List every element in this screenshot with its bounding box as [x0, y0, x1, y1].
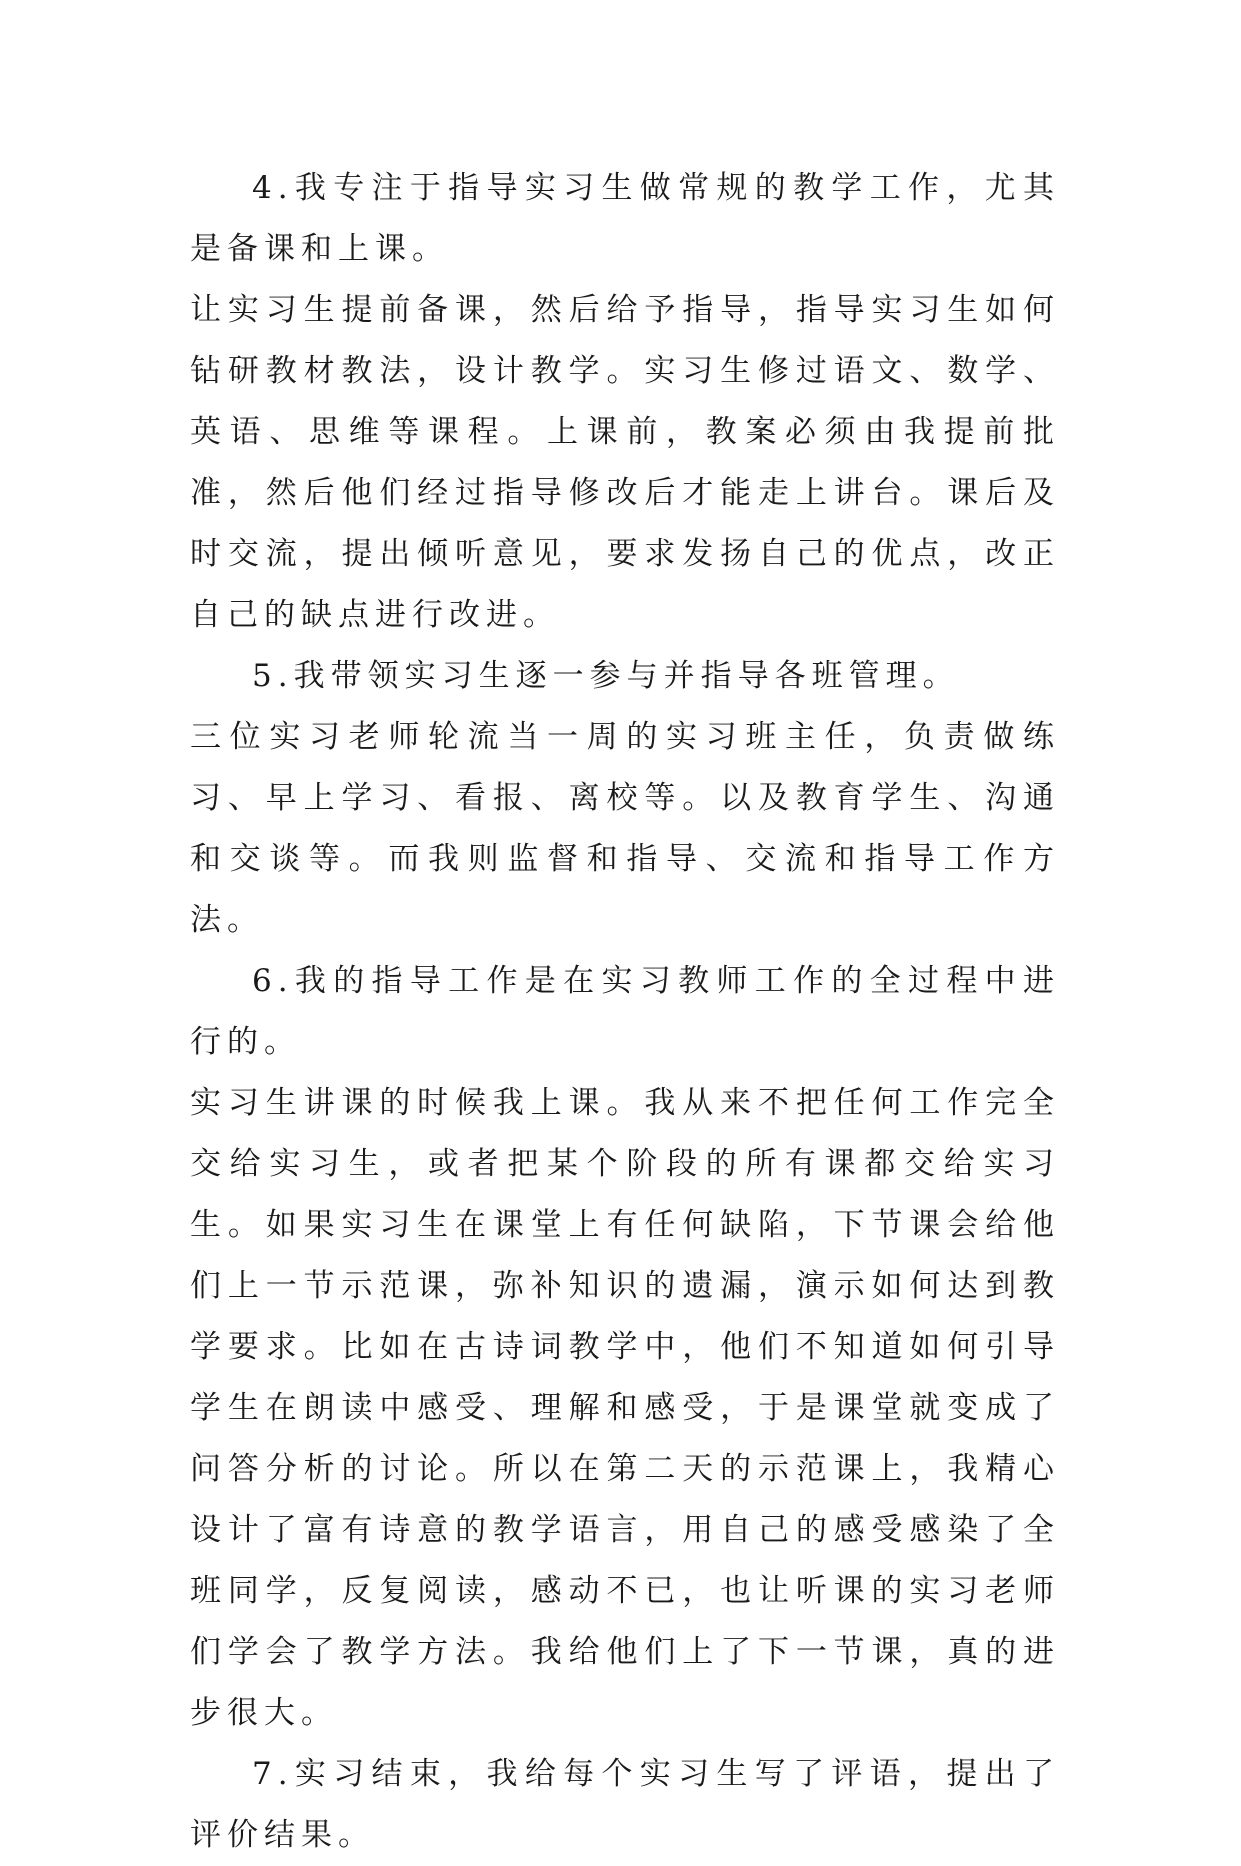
paragraph-item-5-heading: 5.我带领实习生逐一参与并指导各班管理。: [252, 658, 960, 694]
paragraph-item-7-heading: 7.实习结束，我给每个实习生写了评语，提出了评价结果。: [190, 1756, 1060, 1853]
paragraph-item-6-heading: 6.我的指导工作是在实习教师工作的全过程中进行的。: [190, 963, 1060, 1060]
document-body: [190, 158, 1060, 1866]
paragraph-class-management: 三位实习老师轮流当一周的实习班主任，负责做练习、早上学习、看报、离校等。以及教育学生、沟通和交谈等。而我则监督和指导、交流和指导工作方法。: [190, 719, 1060, 938]
paragraph-lesson-guidance: 让实习生提前备课，然后给予指导，指导实习生如何钻研教材教法，设计教学。实习生修过语文、数学、英语、思维等课程。上课前，教案必须由我提前批准，然后他们经过指导修改后才能走上讲台。课后及时交流，提出倾听意见，要求发扬自己的优点，改正自己的缺点进行改进。: [190, 292, 1060, 633]
paragraph-item-4-heading: 4.我专注于指导实习生做常规的教学工作，尤其是备课和上课。: [190, 170, 1060, 267]
paragraph-demonstration-lesson: 实习生讲课的时候我上课。我从来不把任何工作完全交给实习生，或者把某个阶段的所有课都交给实习生。如果实习生在课堂上有任何缺陷，下节课会给他们上一节示范课，弥补知识的遗漏，演示如何达到教学要求。比如在古诗词教学中，他们不知道如何引导学生在朗读中感受、理解和感受，于是课堂就变成了问答分析的讨论。所以在第二天的示范课上，我精心设计了富有诗意的教学语言，用自己的感受感染了全班同学，反复阅读，感动不已，也让听课的实习老师们学会了教学方法。我给他们上了下一节课，真的进步很大。: [190, 1085, 1060, 1731]
